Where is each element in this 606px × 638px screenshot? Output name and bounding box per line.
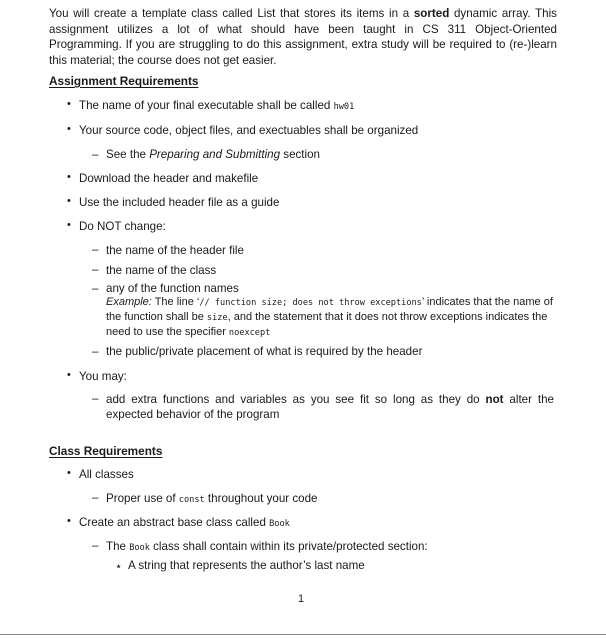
list-item-organized: Your source code, object files, and exectuables shall be organized xyxy=(79,124,419,137)
bullet-icon: • xyxy=(67,171,71,183)
intro-text-1: You will create a template class called List that stores its items in a xyxy=(49,7,414,20)
intro-text-2: dynamic array. This assignment utilizes a lot of what should have been taught in CS 311 Object-Oriented Programming. If you are struggling to do this assignment, extra study will be required to (re-)learn this material; the course does not get easier. xyxy=(49,7,557,67)
noexcept-code: noexcept xyxy=(228,328,271,339)
dash-icon: – xyxy=(92,243,99,256)
exe-name-code: hw01 xyxy=(333,102,355,112)
bullet-icon: • xyxy=(67,98,71,110)
list-item-const: Proper use of const throughout your code xyxy=(106,492,318,505)
bullet-icon: • xyxy=(67,219,71,231)
list-item-download: Download the header and makefile xyxy=(79,172,259,185)
dash-icon: – xyxy=(92,539,99,552)
dash-icon: – xyxy=(92,263,99,276)
intro-bold-sorted: sorted xyxy=(413,7,450,20)
function-example-description: Example: The line ‘// function size; does not throw exceptions’ indicates that the name of the function shall be size, and the statement that it does not throw exceptions indicates the need to use the specifier noexcept xyxy=(106,296,553,339)
class-requirements-heading: Class Requirements xyxy=(49,444,163,458)
list-item-function-names: any of the function names xyxy=(106,282,239,295)
bullet-icon: • xyxy=(67,467,71,479)
list-item-header-name: the name of the header file xyxy=(106,244,244,257)
intro-paragraph xyxy=(49,6,557,68)
dash-icon: – xyxy=(92,282,99,295)
assignment-requirements-heading: Assignment Requirements xyxy=(49,74,199,88)
list-item-executable: The name of your final executable shall be called hw01 xyxy=(79,99,355,112)
bullet-icon: • xyxy=(67,123,71,135)
list-item-do-not-change: Do NOT change: xyxy=(79,220,166,233)
const-code: const xyxy=(178,495,205,505)
dash-icon: – xyxy=(92,392,99,405)
list-item-all-classes: All classes xyxy=(79,468,134,481)
list-item-class-name: the name of the class xyxy=(106,264,217,277)
dash-icon: – xyxy=(92,491,99,504)
list-item-author-string: A string that represents the author’s last name xyxy=(128,559,365,572)
list-item-book-class: The Book class shall contain within its private/protected section: xyxy=(106,540,428,553)
list-item-see-section: See the Preparing and Submitting section xyxy=(106,148,321,161)
bullet-icon: • xyxy=(67,369,71,381)
size-code: size xyxy=(206,313,228,324)
book-class-code: Book xyxy=(129,543,150,553)
list-item-use-header: Use the included header file as a guide xyxy=(79,196,280,209)
bullet-icon: • xyxy=(67,515,71,527)
dash-icon: – xyxy=(92,345,99,358)
star-bullet-icon: ⋆ xyxy=(115,560,123,573)
example-label: Example: xyxy=(106,296,152,308)
example-code-comment: // function size; does not throw exceptions xyxy=(199,298,422,308)
section-reference: Preparing and Submitting xyxy=(149,148,281,161)
list-item-placement: the public/private placement of what is required by the header xyxy=(106,345,423,358)
dash-icon: – xyxy=(92,148,99,161)
list-item-you-may: You may: xyxy=(79,370,127,383)
list-item-abstract-class: Create an abstract base class called Book xyxy=(79,516,290,529)
page-divider xyxy=(0,634,606,635)
book-code: Book xyxy=(269,519,290,529)
bullet-icon: • xyxy=(67,195,71,207)
bold-not: not xyxy=(485,393,504,406)
page-number: 1 xyxy=(298,593,305,605)
list-item-extra-functions: add extra functions and variables as you see fit so long as they do not alter the expected behavior of the program xyxy=(106,393,554,421)
